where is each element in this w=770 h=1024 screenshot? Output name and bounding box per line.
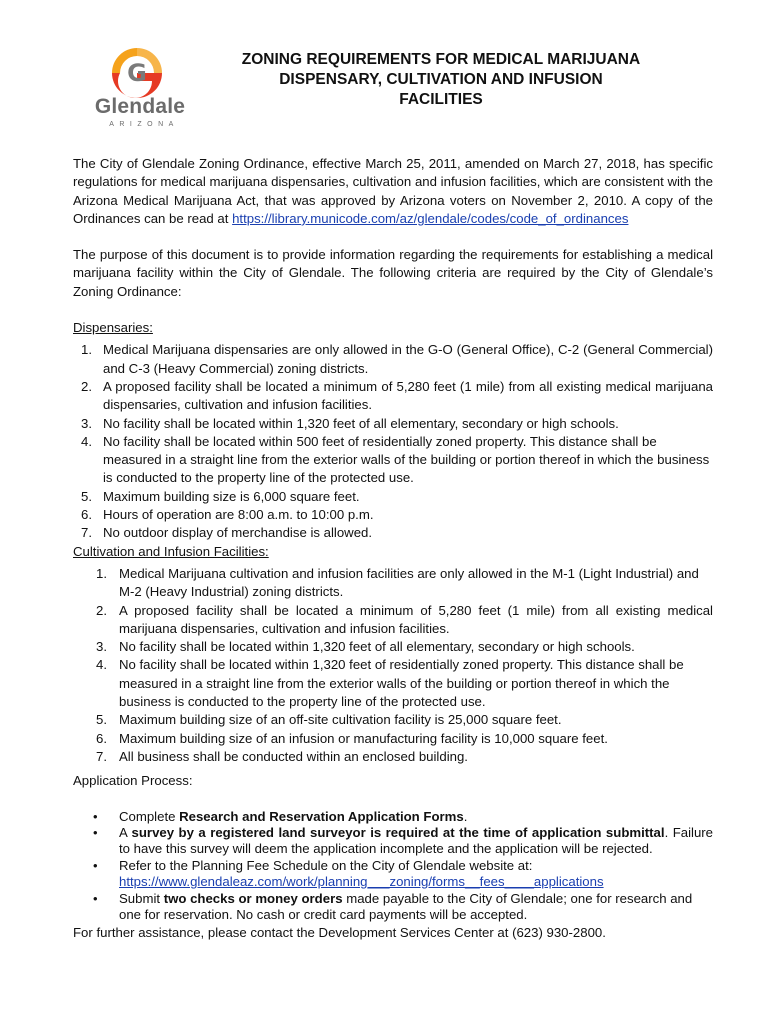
bullet-text: Refer to the Planning Fee Schedule on the City of Glendale website at: xyxy=(119,857,533,873)
list-item xyxy=(73,488,713,506)
application-heading: Application Process: xyxy=(73,773,193,789)
list-item xyxy=(73,638,713,656)
document-title xyxy=(196,50,686,110)
list-item xyxy=(73,378,713,415)
bullet-item xyxy=(73,825,713,858)
bullet-bold-text: survey by a registered land surveyor is required at the time of application submittal xyxy=(131,824,665,840)
footer-contact: For further assistance, please contact the Development Services Center at (623) 930-2800. xyxy=(73,925,606,941)
purpose-paragraph: The purpose of this document is to provide information regarding the requirements for establishing a medical marijuana facility within the City of Glendale. The following criteria are required by the City of Glendale’s Zoning Ordinance: xyxy=(73,247,713,299)
list-item-text: A proposed facility shall be located a minimum of 5,280 feet (1 mile) from all existing medical marijuana dispensaries, cultivation and infusion facilities. xyxy=(103,378,713,413)
list-item-text: Medical Marijuana dispensaries are only allowed in the G-O (General Office), C-2 (General Commercial) and C-3 (Heavy Commercial) zoning districts. xyxy=(103,342,713,376)
list-item xyxy=(73,524,713,542)
bullet-text: Submit xyxy=(119,890,164,906)
list-number: 5. xyxy=(81,488,92,504)
list-item xyxy=(73,341,713,378)
logo-wordmark: Glendale xyxy=(94,95,186,118)
list-item-text: All business shall be conducted within an enclosed building. xyxy=(119,748,468,764)
application-list xyxy=(73,809,713,924)
list-number: 4. xyxy=(96,657,107,673)
list-number: 4. xyxy=(81,433,92,449)
title-line-1: ZONING REQUIREMENTS FOR MEDICAL MARIJUANA xyxy=(241,51,641,68)
bullet-item xyxy=(73,891,713,924)
svg-text:G: G xyxy=(127,59,147,87)
list-item-text: No facility shall be located within 1,320 feet of all elementary, secondary or high schools. xyxy=(119,639,635,655)
intro-paragraph xyxy=(73,155,713,228)
list-number: 1. xyxy=(81,342,92,358)
list-number: 5. xyxy=(96,712,107,728)
bullet-icon: • xyxy=(93,824,98,840)
list-item xyxy=(73,730,713,748)
list-item-text: A proposed facility shall be located a minimum of 5,280 feet (1 mile) from all existing medical marijuana dispensaries, cultivation and infusion facilities. xyxy=(119,602,713,636)
bullet-icon: • xyxy=(93,808,98,824)
list-number: 3. xyxy=(81,415,92,431)
bullet-text: . Failure to have this survey will deem the application incomplete and the application will be rejected. xyxy=(119,824,714,857)
bullet-text: A xyxy=(119,824,132,840)
list-item xyxy=(73,748,713,766)
list-item-text: Medical Marijuana cultivation and infusion facilities are only allowed in the M-1 (Light Industrial) and M-2 (Heavy Industrial) zoning districts. xyxy=(119,565,699,600)
bullet-icon: • xyxy=(93,890,98,906)
list-number: 3. xyxy=(96,639,107,655)
list-item-text: Maximum building size of an off-site cultivation facility is 25,000 square feet. xyxy=(119,712,562,728)
bullet-text: Complete xyxy=(119,808,180,824)
cultivation-heading: Cultivation and Infusion Facilities: xyxy=(73,543,269,559)
fee-schedule-link[interactable]: https://www.glendaleaz.com/work/planning___zoning/forms__fees____applications xyxy=(119,874,604,890)
list-item xyxy=(73,711,713,729)
list-item xyxy=(73,433,713,488)
document-body xyxy=(73,155,713,943)
list-item-text: No outdoor display of merchandise is allowed. xyxy=(103,525,373,541)
list-item-text: Hours of operation are 8:00 a.m. to 10:00 p.m. xyxy=(103,507,374,523)
bullet-item xyxy=(73,809,713,825)
list-number: 2. xyxy=(81,378,92,394)
list-item-text: Maximum building size is 6,000 square feet. xyxy=(103,488,360,504)
list-item-text: No facility shall be located within 1,320 feet of all elementary, secondary or high schools. xyxy=(103,415,619,431)
glendale-g-icon xyxy=(108,44,166,102)
ordinances-link[interactable]: https://library.municode.com/az/glendale/codes/code_of_ordinances xyxy=(232,210,629,226)
list-item xyxy=(73,415,713,433)
list-number: 7. xyxy=(81,525,92,541)
list-item xyxy=(73,602,713,639)
list-number: 7. xyxy=(96,748,107,764)
title-line-3: FACILITIES xyxy=(399,91,483,108)
list-number: 6. xyxy=(96,730,107,746)
bullet-bold-text: Research and Reservation Application Forms xyxy=(179,808,464,824)
list-item-text: No facility shall be located within 1,320 feet of residentially zoned property. This distance shall be measured in a straight line from the exterior walls of the building or portion thereof in which the business is conducted to the property line of the protected use. xyxy=(119,657,684,710)
bullet-text: made payable to the City of Glendale; one for research and one for reservation. No cash or credit card payments will be accepted. xyxy=(119,890,693,922)
bullet-icon: • xyxy=(93,857,98,873)
cultivation-list xyxy=(73,565,713,766)
bullet-item xyxy=(73,858,713,891)
logo-state: ARIZONA xyxy=(109,121,179,128)
bullet-text: . xyxy=(463,808,468,824)
list-number: 6. xyxy=(81,507,92,523)
list-item xyxy=(73,656,713,711)
list-item-text: No facility shall be located within 500 feet of residentially zoned property. This distance shall be measured in a straight line from the exterior walls of the building or portion thereof in which the business is conducted to the property line of the protected use. xyxy=(103,433,710,486)
dispensaries-heading: Dispensaries: xyxy=(73,320,153,336)
dispensaries-list xyxy=(73,341,713,542)
list-number: 2. xyxy=(96,602,107,618)
bullet-bold-text: two checks or money orders xyxy=(163,890,343,906)
list-item-text: Maximum building size of an infusion or manufacturing facility is 10,000 square feet. xyxy=(119,730,608,746)
glendale-logo xyxy=(84,44,196,136)
list-item xyxy=(73,506,713,524)
title-line-2: DISPENSARY, CULTIVATION AND INFUSION xyxy=(279,71,603,88)
list-number: 1. xyxy=(96,565,107,581)
intro-text: The City of Glendale Zoning Ordinance, effective March 25, 2011, amended on March 27, 2018, has specific regulations for medical marijuana dispensaries, cultivation and infusion facilities, which are consistent with the Arizona Medical Marijuana Act, that was approved by Arizona voters on November 2, 2010. A copy of the Ordinances can be read at xyxy=(73,156,713,226)
list-item xyxy=(73,565,713,602)
